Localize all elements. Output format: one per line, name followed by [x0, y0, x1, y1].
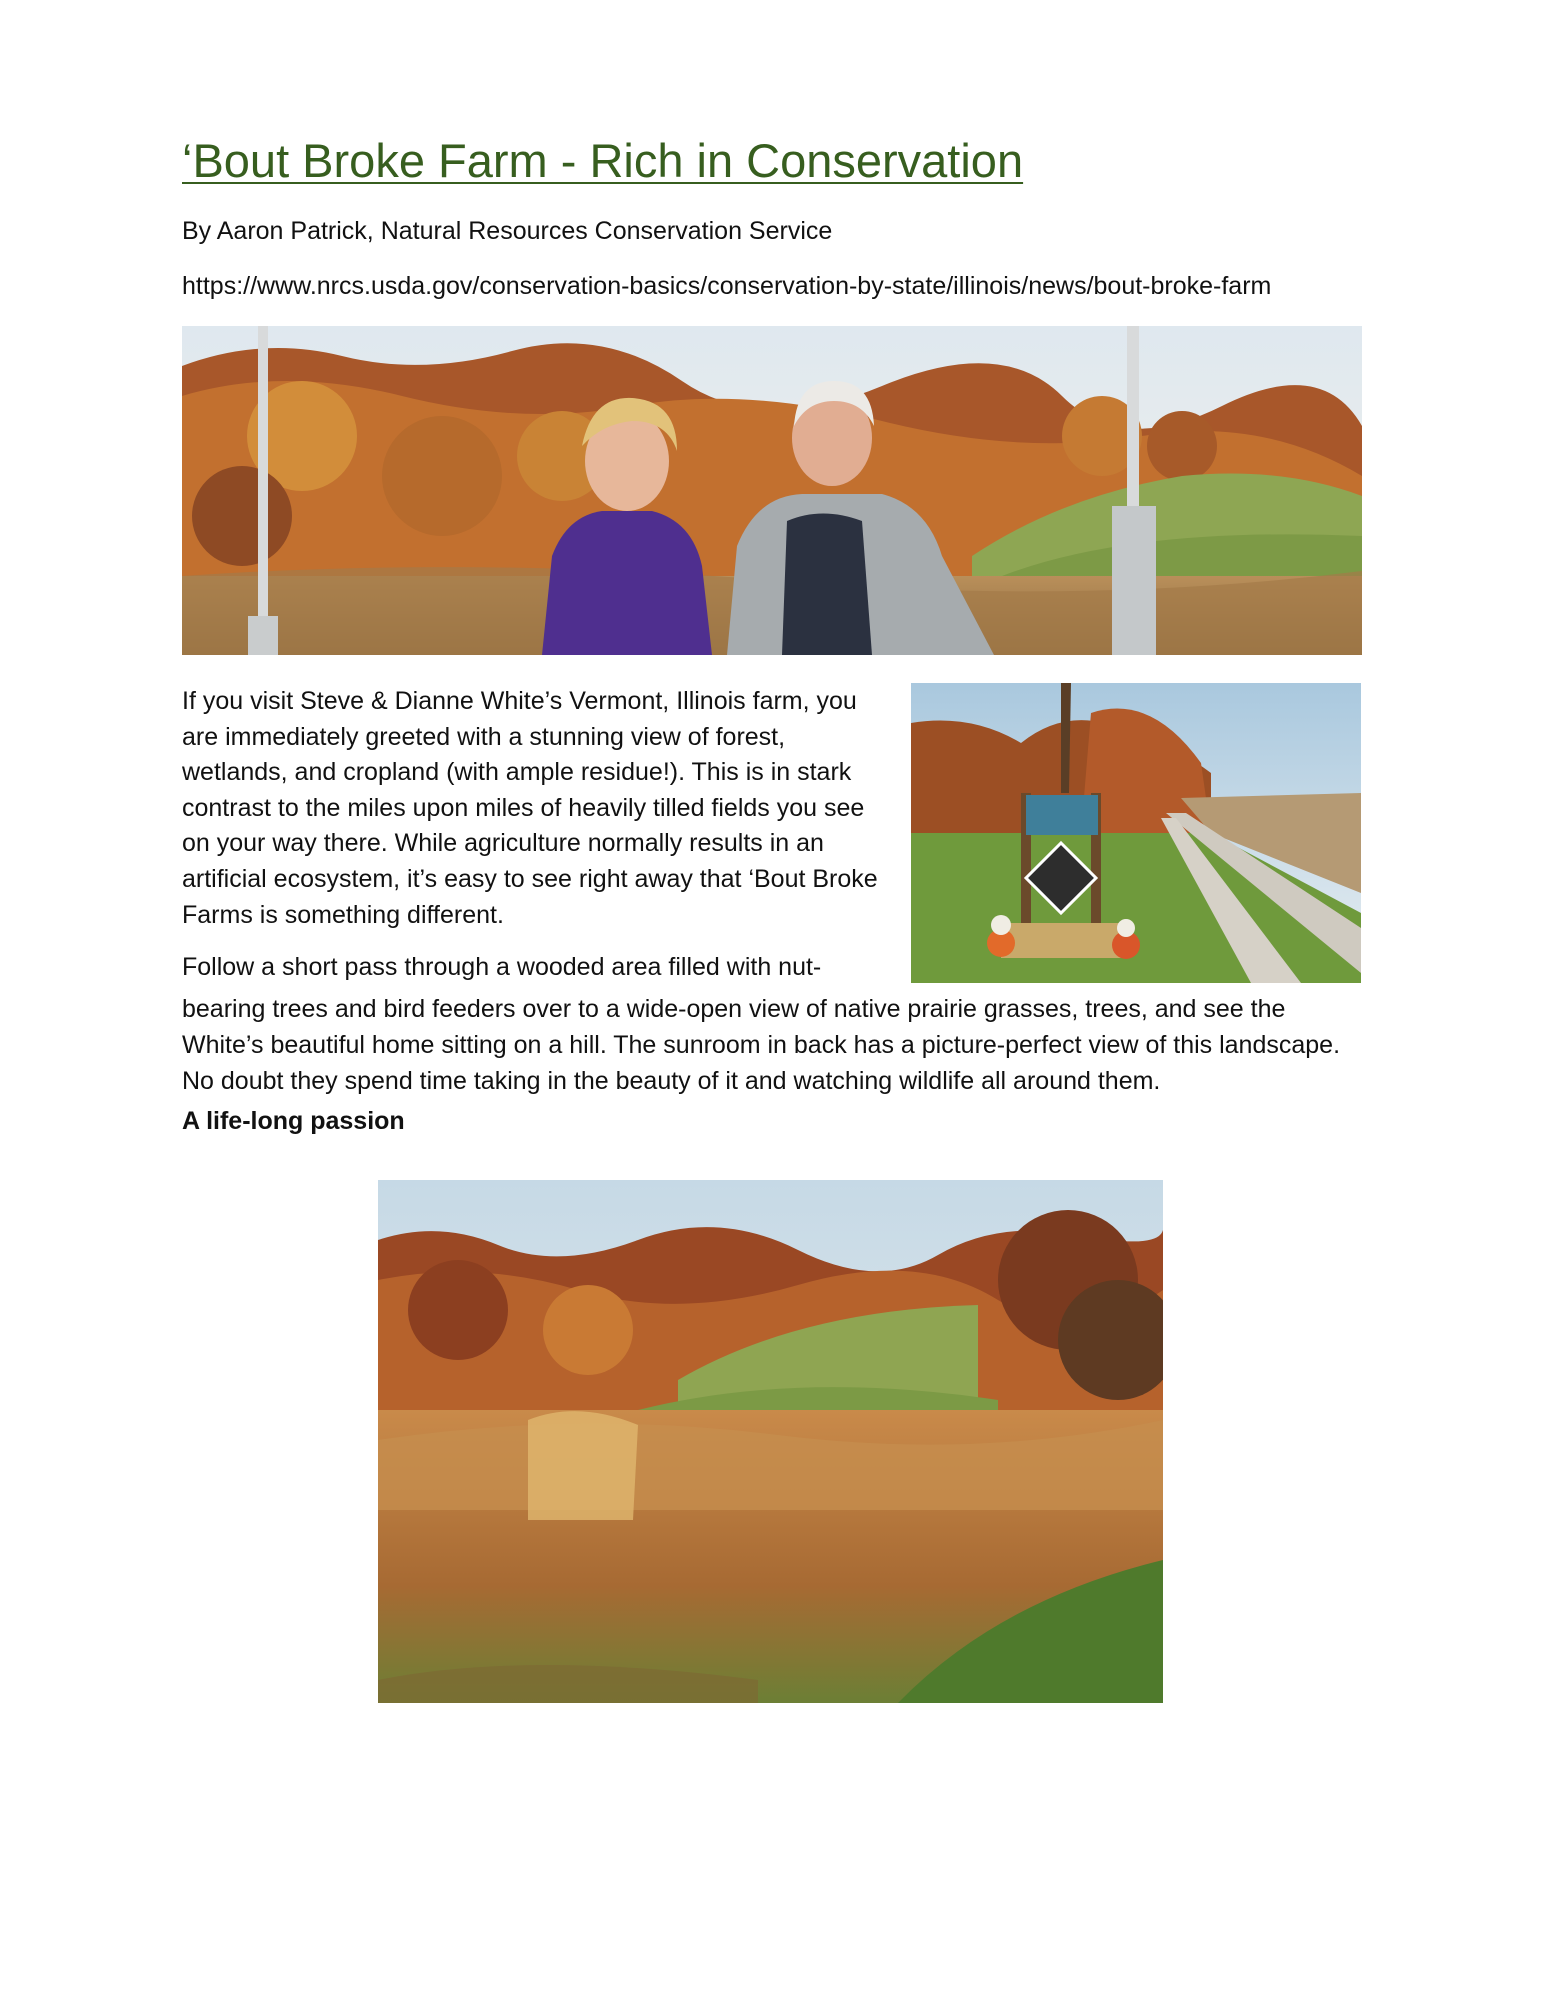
article-byline: By Aaron Patrick, Natural Resources Conservation Service: [182, 217, 833, 245]
paragraph-walkthrough-rest: bearing trees and bird feeders over to a wide-open view of native prairie grasses, trees, and see the White’s beautiful home sitting on a hill. The sunroom in back has a picture-perfect view of this landscape. No doubt they spend time taking in the beauty of it and watching wildlife all around them.: [182, 995, 1341, 1095]
prairie-landscape-photo: [378, 1180, 1163, 1703]
article-title[interactable]: ‘Bout Broke Farm - Rich in Conservation: [182, 134, 1024, 187]
paragraph-walkthrough-start: Follow a short pass through a wooded area filled with nut-: [182, 953, 822, 981]
article-source-url[interactable]: https://www.nrcs.usda.gov/conservation-basics/conservation-by-state/illinois/news/bout-broke-farm: [182, 272, 1272, 300]
couple-landscape-photo: [182, 326, 1362, 655]
section-heading: A life-long passion: [182, 1107, 405, 1135]
paragraph-intro: If you visit Steve & Dianne White’s Vermont, Illinois farm, you are immediately greeted with a stunning view of forest, wetlands, and cropland (with ample residue!). This is in stark contrast to the miles upon miles of heavily tilled fields you see on your way there. While agriculture normally results in an artificial ecosystem, it’s easy to see right away that ‘Bout Broke Farms is something different.: [182, 687, 878, 929]
farm-sign-photo: [911, 683, 1361, 983]
